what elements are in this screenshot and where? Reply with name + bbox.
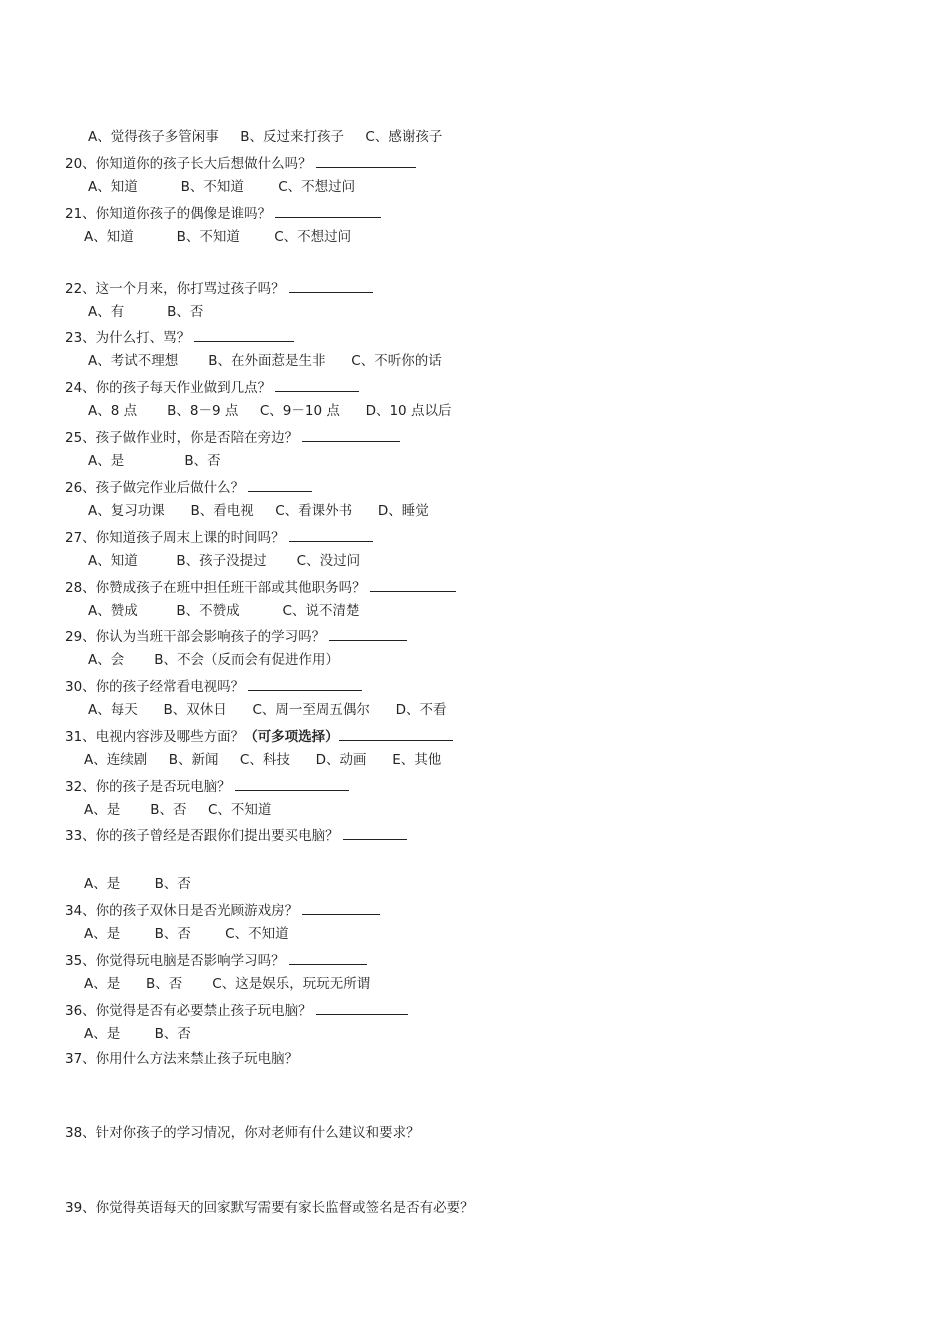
answer-blank[interactable] xyxy=(289,950,367,965)
line-text: A、觉得孩子多管闲事 B、反过来打孩子 C、感谢孩子 xyxy=(88,129,443,145)
line-text: 36、你觉得是否有必要禁止孩子玩电脑？ xyxy=(65,1003,312,1019)
line-text: A、连续剧 B、新闻 C、科技 D、动画 E、其他 xyxy=(84,752,442,768)
question-36 xyxy=(65,1000,408,1020)
answer-options-30 xyxy=(88,701,447,719)
answer-blank[interactable] xyxy=(316,153,416,168)
line-text: 34、你的孩子双休日是否光顾游戏房？ xyxy=(65,903,299,919)
question-31 xyxy=(65,726,453,746)
answer-blank[interactable] xyxy=(339,726,453,741)
answer-blank[interactable] xyxy=(370,577,456,592)
question-25 xyxy=(65,427,400,447)
answer-options-31 xyxy=(84,751,441,769)
question-21 xyxy=(65,203,381,223)
answer-blank[interactable] xyxy=(235,776,349,791)
line-text: A、8 点 B、8－9 点 C、9－10 点 D、10 点以后 xyxy=(88,403,452,419)
answer-blank[interactable] xyxy=(275,203,381,218)
answer-options-32 xyxy=(84,801,271,819)
question-28 xyxy=(65,577,456,597)
line-text: 20、你知道你的孩子长大后想做什么吗？ xyxy=(65,156,312,172)
answer-options-25 xyxy=(88,452,221,470)
answer-options-27 xyxy=(88,552,360,570)
line-text: 30、你的孩子经常看电视吗？ xyxy=(65,679,245,695)
answer-blank[interactable] xyxy=(289,278,373,293)
answer-options-24 xyxy=(88,402,451,420)
line-text: 21、你知道你孩子的偶像是谁吗？ xyxy=(65,206,272,222)
answer-blank[interactable] xyxy=(289,527,373,542)
line-text: 38、针对你孩子的学习情况，你对老师有什么建议和要求？ xyxy=(65,1125,420,1141)
answer-options-22 xyxy=(88,303,203,321)
answer-options-33 xyxy=(84,875,191,893)
line-text: A、有 B、否 xyxy=(88,304,204,320)
answer-options-26 xyxy=(88,502,429,520)
answer-options-23 xyxy=(88,352,442,370)
line-text: 39、你觉得英语每天的回家默写需要有家长监督或签名是否有必要？ xyxy=(65,1200,474,1216)
line-text: A、是 B、否 C、不知道 xyxy=(84,926,289,942)
line-text: 31、电视内容涉及哪些方面？ xyxy=(65,729,245,745)
line-text: A、是 B、否 C、这是娱乐，玩玩无所谓 xyxy=(84,976,371,992)
answer-blank[interactable] xyxy=(316,1000,408,1015)
line-text: A、是 B、否 C、不知道 xyxy=(84,802,272,818)
answer-blank[interactable] xyxy=(248,676,362,691)
question-32 xyxy=(65,776,349,796)
question-23 xyxy=(65,327,294,347)
question-34 xyxy=(65,900,380,920)
line-text: 26、孩子做完作业后做什么？ xyxy=(65,480,245,496)
question-22 xyxy=(65,278,373,298)
line-text: A、会 B、不会（反而会有促进作用） xyxy=(88,652,340,668)
question-30 xyxy=(65,676,362,696)
line-text: A、知道 B、不知道 C、不想过问 xyxy=(88,179,356,195)
question-38 xyxy=(65,1124,420,1142)
question-37 xyxy=(65,1050,298,1068)
line-text: A、是 B、否 xyxy=(84,1026,191,1042)
line-text: A、知道 B、不知道 C、不想过问 xyxy=(84,229,352,245)
line-text: A、复习功课 B、看电视 C、看课外书 D、睡觉 xyxy=(88,503,429,519)
line-text: 32、你的孩子是否玩电脑？ xyxy=(65,779,231,795)
line-text: 22、这一个月来，你打骂过孩子吗？ xyxy=(65,281,285,297)
line-text: 35、你觉得玩电脑是否影响学习吗？ xyxy=(65,953,285,969)
question-29 xyxy=(65,626,407,646)
answer-options-35 xyxy=(84,975,370,993)
answer-blank[interactable] xyxy=(275,377,359,392)
answer-blank[interactable] xyxy=(302,900,380,915)
question-20 xyxy=(65,153,416,173)
line-text: 33、你的孩子曾经是否跟你们提出要买电脑？ xyxy=(65,828,339,844)
answer-blank[interactable] xyxy=(194,327,294,342)
line-text: A、知道 B、孩子没提过 C、没过问 xyxy=(88,553,361,569)
answer-options-34 xyxy=(84,925,289,943)
answer-options-19 xyxy=(88,128,442,146)
answer-options-21 xyxy=(84,228,351,246)
answer-blank[interactable] xyxy=(248,477,312,492)
question-27 xyxy=(65,527,373,547)
line-text: 23、为什么打、骂？ xyxy=(65,330,191,346)
line-text: 25、孩子做作业时，你是否陪在旁边？ xyxy=(65,430,299,446)
answer-blank[interactable] xyxy=(302,427,400,442)
multi-select-note: （可多项选择） xyxy=(244,729,339,745)
line-text: 24、你的孩子每天作业做到几点？ xyxy=(65,380,272,396)
line-text: A、每天 B、双休日 C、周一至周五偶尔 D、不看 xyxy=(88,702,447,718)
question-39 xyxy=(65,1199,474,1217)
question-33 xyxy=(65,825,407,845)
question-24 xyxy=(65,377,359,397)
answer-options-20 xyxy=(88,178,355,196)
line-text: A、考试不理想 B、在外面惹是生非 C、不听你的话 xyxy=(88,353,442,369)
answer-options-36 xyxy=(84,1025,191,1043)
question-35 xyxy=(65,950,367,970)
answer-options-28 xyxy=(88,602,359,620)
line-text: 37、你用什么方法来禁止孩子玩电脑？ xyxy=(65,1051,299,1067)
line-text: 28、你赞成孩子在班中担任班干部或其他职务吗？ xyxy=(65,580,366,596)
line-text: A、是 B、否 xyxy=(88,453,221,469)
answer-blank[interactable] xyxy=(343,825,407,840)
line-text: A、赞成 B、不赞成 C、说不清楚 xyxy=(88,603,360,619)
answer-options-29 xyxy=(88,651,339,669)
line-text: 27、你知道孩子周末上课的时间吗？ xyxy=(65,530,285,546)
line-text: A、是 B、否 xyxy=(84,876,191,892)
answer-blank[interactable] xyxy=(329,626,407,641)
question-26 xyxy=(65,477,312,497)
line-text: 29、你认为当班干部会影响孩子的学习吗？ xyxy=(65,629,326,645)
